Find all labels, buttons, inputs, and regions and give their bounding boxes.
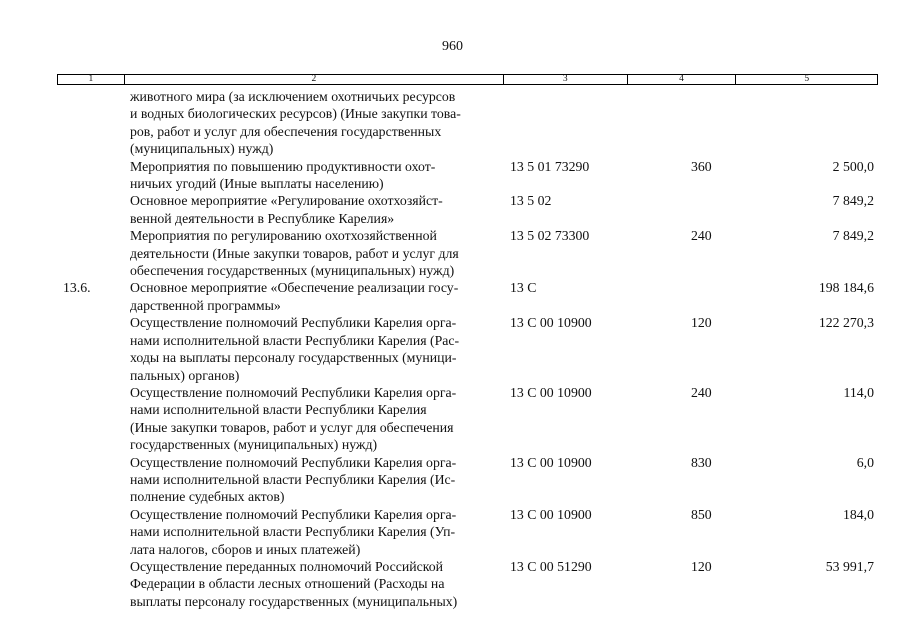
row-description bbox=[123, 454, 503, 506]
row-description bbox=[123, 279, 503, 314]
table-row bbox=[57, 279, 878, 314]
description-line: деятельности (Иные закупки товаров, работ и услуг для bbox=[130, 245, 459, 261]
description-line: Осуществление полномочий Республики Карелия орга- bbox=[130, 454, 457, 470]
target-article-code: 13 С 00 51290 bbox=[510, 558, 592, 574]
description-line: нами исполнительной власти Республики Карелия bbox=[130, 402, 427, 418]
description-line: (Иные закупки товаров, работ и услуг для обеспечения bbox=[130, 419, 454, 435]
description-line: и водных биологических ресурсов) (Иные закупки това- bbox=[130, 106, 461, 122]
header-col-2: 2 bbox=[124, 75, 503, 84]
description-line: Основное мероприятие «Обеспечение реализации госу- bbox=[130, 280, 459, 296]
row-description bbox=[123, 506, 503, 558]
row-description bbox=[123, 192, 503, 227]
table-row bbox=[57, 558, 878, 610]
expense-type-code: 120 bbox=[691, 558, 712, 574]
description-line: полнение судебных актов) bbox=[130, 489, 285, 505]
amount-value: 7 849,2 bbox=[832, 193, 874, 209]
description-line: нами исполнительной власти Республики Карелия (Ис- bbox=[130, 471, 456, 487]
amount-value: 184,0 bbox=[842, 506, 874, 522]
description-line: животного мира (за исключением охотничьих ресурсов bbox=[130, 89, 456, 104]
table-row bbox=[57, 384, 878, 454]
description-line: Мероприятия по повышению продуктивности охот- bbox=[130, 158, 436, 174]
row-description bbox=[123, 158, 503, 193]
table-row bbox=[57, 192, 878, 227]
description-line: (муниципальных) нужд) bbox=[130, 141, 274, 157]
description-line: нами исполнительной власти Республики Карелия (Рас- bbox=[130, 332, 460, 348]
target-article-code: 13 5 02 bbox=[510, 193, 552, 209]
row-number: 13.6. bbox=[63, 280, 91, 296]
description-line: государственных (муниципальных) нужд) bbox=[130, 437, 378, 453]
expense-type-code: 120 bbox=[691, 315, 712, 331]
row-description bbox=[123, 558, 503, 610]
description-line: Осуществление переданных полномочий Российской bbox=[130, 558, 444, 574]
description-line: Осуществление полномочий Республики Карелия орга- bbox=[130, 315, 457, 331]
description-line: венной деятельности в Республике Карелия» bbox=[130, 210, 395, 226]
target-article-code: 13 5 01 73290 bbox=[510, 158, 590, 174]
target-article-code: 13 С 00 10900 bbox=[510, 384, 592, 400]
description-line: ничьих угодий (Иные выплаты населению) bbox=[130, 176, 384, 192]
page-number: 960 bbox=[442, 39, 463, 54]
row-description bbox=[123, 314, 503, 384]
description-line: ров, работ и услуг для обеспечения государственных bbox=[130, 123, 442, 139]
amount-value: 122 270,3 bbox=[818, 315, 874, 331]
target-article-code: 13 С bbox=[510, 280, 537, 296]
target-article-code: 13 С 00 10900 bbox=[510, 506, 592, 522]
header-col-1: 1 bbox=[88, 74, 94, 84]
expense-type-code: 830 bbox=[691, 454, 712, 470]
description-line: нами исполнительной власти Республики Карелия (Уп- bbox=[130, 524, 456, 540]
amount-value: 114,0 bbox=[843, 384, 874, 400]
description-line: обеспечения государственных (муниципальных) нужд) bbox=[130, 263, 455, 279]
description-line: Осуществление полномочий Республики Карелия орга- bbox=[130, 384, 457, 400]
description-line: Федерации в области лесных отношений (Расходы на bbox=[130, 576, 445, 592]
table-row bbox=[57, 454, 878, 506]
amount-value: 198 184,6 bbox=[818, 280, 874, 296]
row-description bbox=[123, 88, 503, 158]
amount-value: 7 849,2 bbox=[832, 228, 874, 244]
amount-value: 2 500,0 bbox=[832, 158, 874, 174]
target-article-code: 13 5 02 73300 bbox=[510, 228, 590, 244]
amount-value: 53 991,7 bbox=[825, 558, 874, 574]
description-line: выплаты персоналу государственных (муниципальных) bbox=[130, 593, 458, 609]
expense-type-code: 240 bbox=[691, 384, 712, 400]
header-col-4: 4 bbox=[627, 75, 736, 84]
row-description bbox=[123, 227, 503, 279]
expense-type-code: 360 bbox=[691, 158, 712, 174]
description-line: Мероприятия по регулированию охотхозяйственной bbox=[130, 228, 437, 244]
table-row bbox=[57, 88, 878, 158]
table-row bbox=[57, 227, 878, 279]
description-line: пальных) органов) bbox=[130, 367, 240, 383]
description-line: Основное мероприятие «Регулирование охотхозяйст- bbox=[130, 193, 443, 209]
table-row bbox=[57, 158, 878, 193]
header-col-5: 5 bbox=[735, 75, 877, 84]
row-description bbox=[123, 384, 503, 454]
table-row bbox=[57, 314, 878, 384]
expense-type-code: 850 bbox=[691, 506, 712, 522]
description-line: лата налогов, сборов и иных платежей) bbox=[130, 541, 361, 557]
budget-table bbox=[57, 88, 878, 610]
target-article-code: 13 С 00 10900 bbox=[510, 454, 592, 470]
header-col-3: 3 bbox=[503, 75, 627, 84]
target-article-code: 13 С 00 10900 bbox=[510, 315, 592, 331]
table-row bbox=[57, 506, 878, 558]
amount-value: 6,0 bbox=[856, 454, 874, 470]
description-line: дарственной программы» bbox=[130, 297, 281, 313]
table-header bbox=[57, 74, 878, 85]
expense-type-code: 240 bbox=[691, 228, 712, 244]
description-line: ходы на выплаты персоналу государственных (муници- bbox=[130, 350, 457, 366]
description-line: Осуществление полномочий Республики Карелия орга- bbox=[130, 506, 457, 522]
